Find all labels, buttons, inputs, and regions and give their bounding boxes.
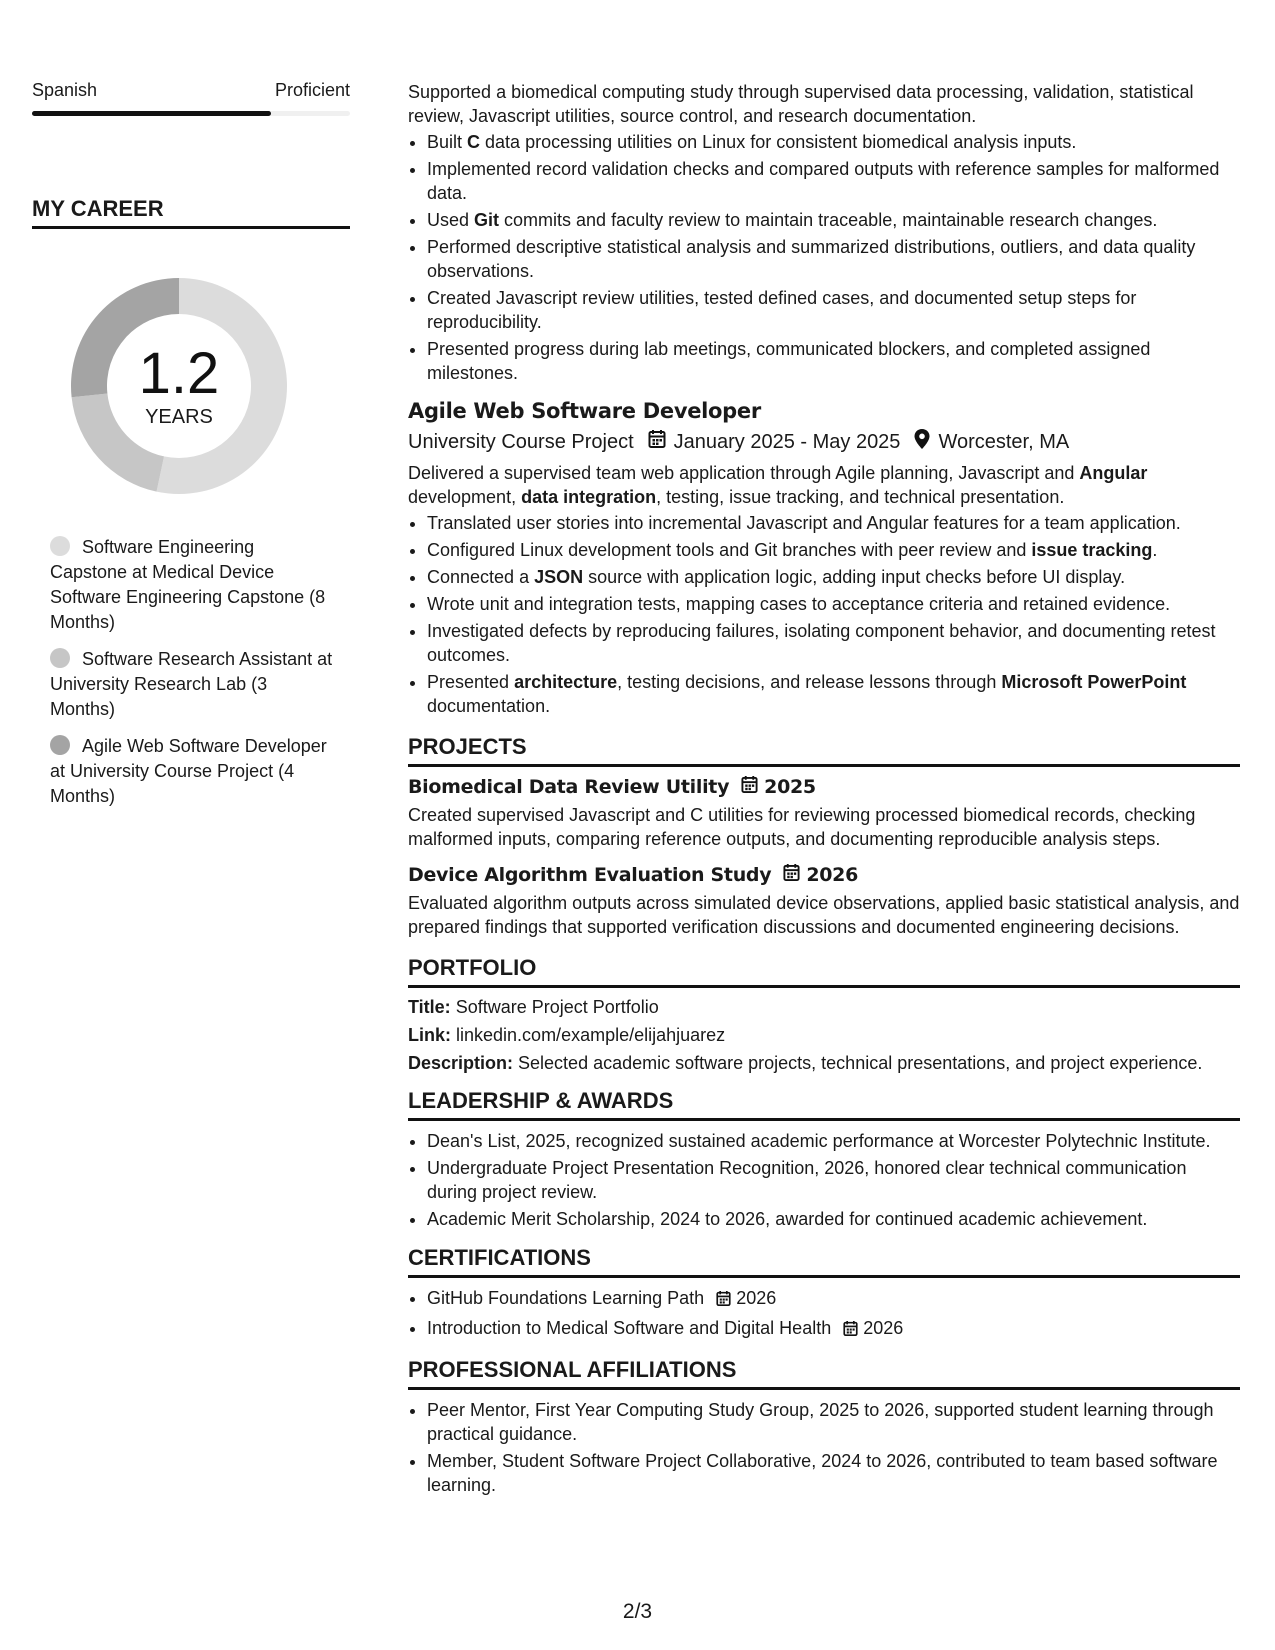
list-item: • Performed descriptive statistical analysis and summarized distributions, outliers, and data quality observations.: [427, 235, 1240, 283]
legend-label: Software Research Assistant at University Research Lab (3 Months): [50, 649, 333, 719]
job-intro: Delivered a supervised team web application through Agile planning, Javascript and Angular development, data integration, testing, issue tracking, and technical presentation.: [408, 463, 1148, 507]
leadership-list: [408, 1129, 1240, 1231]
affiliations-heading: PROFESSIONAL AFFILIATIONS: [408, 1357, 1240, 1390]
list-item: • Dean's List, 2025, recognized sustained academic performance at Worcester Polytechnic Institute.: [427, 1129, 1240, 1153]
legend-label: Agile Web Software Developer at University Course Project (4 Months): [50, 736, 327, 806]
list-item: • Implemented record validation checks and compared outputs with reference samples for malformed data.: [427, 157, 1240, 205]
list-item: • Translated user stories into incremental Javascript and Angular features for a team application.: [427, 511, 1240, 535]
sidebar: [32, 80, 350, 821]
list-item: • Connected a JSON source with application logic, adding input checks before UI display.: [427, 565, 1240, 589]
project-title: Biomedical Data Review Utility: [408, 776, 730, 798]
portfolio-desc-label: Description:: [408, 1053, 514, 1073]
cert-year: 2026: [736, 1288, 777, 1308]
list-item: • Member, Student Software Project Collaborative, 2024 to 2026, contributed to team based software learning.: [427, 1449, 1240, 1497]
cert-name: Introduction to Medical Software and Digital Health: [427, 1318, 832, 1338]
project-year: 2025: [764, 776, 816, 798]
calendar-icon: [741, 775, 758, 799]
portfolio-title-label: Title:: [408, 997, 451, 1017]
portfolio: [408, 996, 1240, 1074]
legend-item: [50, 734, 334, 809]
career-total-unit: YEARS: [145, 405, 213, 428]
project-year: 2026: [806, 864, 858, 886]
portfolio-title: Software Project Portfolio: [455, 997, 659, 1017]
certifications-heading: CERTIFICATIONS: [408, 1245, 1240, 1278]
job-bullets: [408, 511, 1240, 718]
leadership-heading: LEADERSHIP & AWARDS: [408, 1088, 1240, 1121]
list-item: • Created Javascript review utilities, tested defined cases, and documented setup steps for reproducibility.: [427, 286, 1240, 334]
legend-label: Software Engineering Capstone at Medical Device Software Engineering Capstone (8 Months): [50, 537, 326, 632]
job-meta: [408, 429, 1240, 455]
job-org: University Course Project: [408, 430, 634, 453]
map-pin-icon: [914, 429, 930, 455]
list-item: • Academic Merit Scholarship, 2024 to 2026, awarded for continued academic achievement.: [427, 1207, 1240, 1231]
career-heading: MY CAREER: [32, 196, 350, 229]
cert-year: 2026: [863, 1318, 904, 1338]
list-item: • Investigated defects by reproducing failures, isolating component behavior, and documenting retest outcomes.: [427, 619, 1240, 667]
job-dates: January 2025 - May 2025: [673, 430, 901, 453]
calendar-icon: [648, 429, 666, 455]
career-donut-chart: [66, 273, 292, 499]
career-total-years: 1.2: [138, 340, 220, 406]
list-item: • Built C data processing utilities on Linux for consistent biomedical analysis inputs.: [427, 130, 1240, 154]
portfolio-link-label: Link:: [408, 1025, 451, 1045]
list-item: • Presented progress during lab meetings, communicated blockers, and completed assigned milestones.: [427, 337, 1240, 385]
certifications-list: [408, 1286, 1240, 1343]
research-bullets: [408, 130, 1240, 385]
project-item: [408, 775, 1240, 851]
list-item: [427, 1286, 1240, 1313]
legend-item: [50, 647, 334, 722]
calendar-icon: [783, 863, 800, 887]
list-item: • Wrote unit and integration tests, mapping cases to acceptance criteria and retained evidence.: [427, 592, 1240, 616]
language-row: [32, 80, 350, 101]
legend-swatch: [50, 735, 70, 755]
portfolio-link[interactable]: linkedin.com/example/elijahjuarez: [456, 1025, 726, 1045]
list-item: • Configured Linux development tools and Git branches with peer review and issue tracking.: [427, 538, 1240, 562]
legend-swatch: [50, 536, 70, 556]
career-legend: [50, 535, 334, 809]
job-location: Worcester, MA: [938, 430, 1070, 453]
portfolio-desc: Selected academic software projects, technical presentations, and project experience.: [518, 1053, 1203, 1073]
job-title: Agile Web Software Developer: [408, 399, 761, 423]
list-item: • Undergraduate Project Presentation Recognition, 2026, honored clear technical communication during project review.: [427, 1156, 1240, 1204]
language-proficiency-fill: [32, 111, 271, 116]
research-intro: Supported a biomedical computing study through supervised data processing, validation, statistical review, Javascript utilities, source control, and research documentation.: [408, 82, 1194, 126]
project-title: Device Algorithm Evaluation Study: [408, 864, 772, 886]
legend-swatch: [50, 648, 70, 668]
language-name: Spanish: [32, 80, 98, 100]
list-item: • Presented architecture, testing decisions, and release lessons through Microsoft PowerPoint documentation.: [427, 670, 1240, 718]
main-content: [408, 80, 1240, 1500]
list-item: • Peer Mentor, First Year Computing Study Group, 2025 to 2026, supported student learning through practical guidance.: [427, 1398, 1240, 1446]
legend-item: [50, 535, 334, 635]
language-proficiency-bar: [32, 111, 350, 116]
project-desc: Evaluated algorithm outputs across simulated device observations, applied basic statistical analysis, and prepared findings that supported verification discussions and documented engineering decisions.: [408, 893, 1240, 937]
page-number: 2/3: [622, 1600, 653, 1623]
portfolio-heading: PORTFOLIO: [408, 955, 1240, 988]
project-item: [408, 863, 1240, 939]
project-desc: Created supervised Javascript and C utilities for reviewing processed biomedical records, checking malformed inputs, comparing reference outputs, and documenting reproducible analysis steps.: [408, 805, 1196, 849]
list-item: • Used Git commits and faculty review to maintain traceable, maintainable research changes.: [427, 208, 1240, 232]
projects-heading: PROJECTS: [408, 734, 1240, 767]
list-item: [427, 1316, 1240, 1343]
calendar-icon: [843, 1319, 858, 1343]
affiliations-list: [408, 1398, 1240, 1497]
cert-name: GitHub Foundations Learning Path: [427, 1288, 705, 1308]
language-level: Proficient: [274, 80, 350, 100]
calendar-icon: [716, 1289, 731, 1313]
